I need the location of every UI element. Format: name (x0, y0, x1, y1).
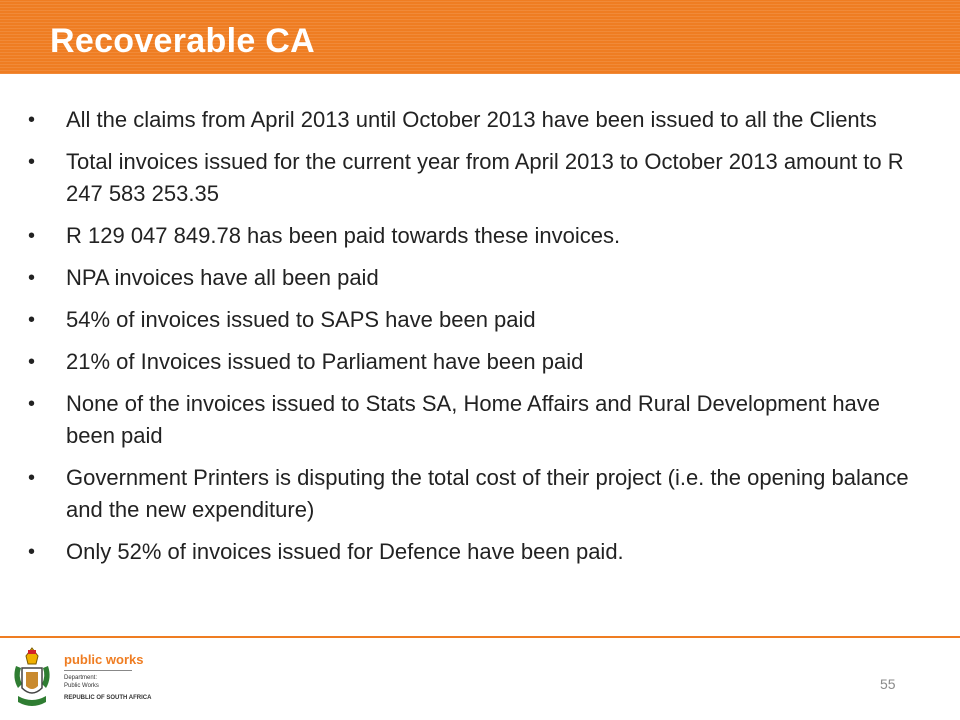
bullet-item (24, 304, 924, 336)
bullet-text: Government Printers is disputing the total cost of their project (i.e. the opening balance and the new expenditure) (66, 465, 909, 522)
slide-content (24, 104, 924, 578)
bullet-text: None of the invoices issued to Stats SA, Home Affairs and Rural Development have been paid (66, 391, 881, 448)
bullet-item (24, 536, 924, 568)
bullet-icon: • (28, 225, 36, 247)
bullet-item (24, 262, 924, 294)
bullet-item (24, 220, 924, 252)
logo-brand-text: public works (64, 652, 144, 667)
bullet-item (24, 388, 924, 452)
bullet-item (24, 146, 924, 210)
bullet-icon: • (28, 351, 36, 373)
bullet-list (24, 104, 924, 568)
bullet-item (24, 462, 924, 526)
bullet-text: 54% of invoices issued to SAPS have been paid (66, 307, 536, 332)
bullet-icon: • (28, 309, 36, 331)
bullet-icon: • (28, 467, 36, 489)
bullet-icon: • (28, 393, 36, 415)
bullet-icon: • (28, 151, 36, 173)
public-works-logo (8, 644, 188, 714)
logo-department-name: Public Works (64, 683, 99, 689)
logo-department-label: Department: (64, 675, 98, 681)
page-number: 55 (880, 676, 896, 692)
bullet-item (24, 104, 924, 136)
bullet-item (24, 346, 924, 378)
bullet-icon: • (28, 109, 36, 131)
title-bar (0, 0, 960, 74)
bullet-text: R 129 047 849.78 has been paid towards these invoices. (66, 223, 621, 248)
bullet-text: Total invoices issued for the current year from April 2013 to October 2013 amount to R 247 583 253.35 (66, 149, 904, 206)
logo-divider (64, 670, 132, 671)
bullet-text: NPA invoices have all been paid (66, 265, 379, 290)
bullet-icon: • (28, 541, 36, 563)
slide-title: Recoverable CA (50, 22, 315, 60)
coat-of-arms-icon (8, 644, 56, 714)
bullet-text: 21% of Invoices issued to Parliament have been paid (66, 349, 584, 374)
bullet-text: Only 52% of invoices issued for Defence have been paid. (66, 539, 624, 564)
bullet-text: All the claims from April 2013 until October 2013 have been issued to all the Clients (66, 107, 877, 132)
bullet-icon: • (28, 267, 36, 289)
footer-divider (0, 636, 960, 638)
logo-country-name: REPUBLIC OF SOUTH AFRICA (64, 695, 152, 701)
